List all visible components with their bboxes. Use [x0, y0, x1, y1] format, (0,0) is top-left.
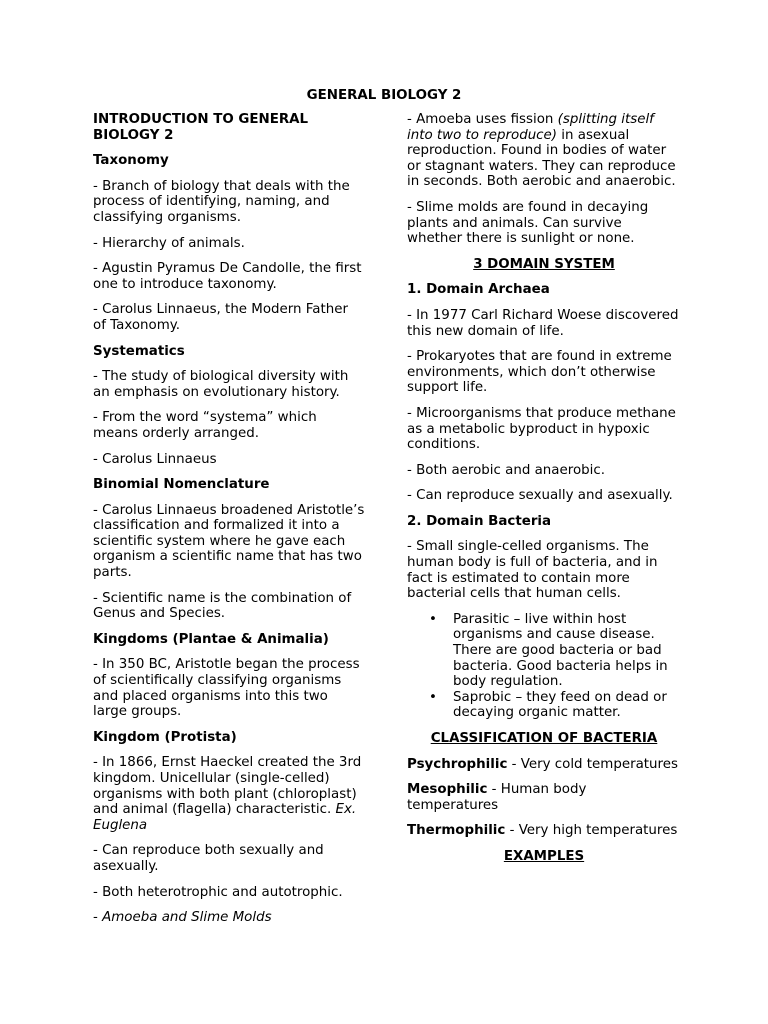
archaea-methane: - Microorganisms that produce methane as a metabolic byproduct in hypoxic conditions. — [407, 405, 676, 453]
class-term: Mesophilic — [407, 782, 488, 798]
protista-nutrition: - Both heterotrophic and autotrophic. — [93, 884, 343, 900]
systematics-heading: Systematics — [93, 343, 185, 359]
taxonomy-heading: Taxonomy — [93, 153, 169, 169]
protista-examples — [93, 910, 365, 926]
bacteria-description: - Small single-celled organisms. The human body is full of bacteria, and in fact is estimated to contain more bacterial cells that human cells. — [407, 539, 658, 602]
systematics-linnaeus: - Carolus Linnaeus — [93, 451, 217, 467]
classification-heading: CLASSIFICATION OF BACTERIA — [430, 731, 658, 746]
amoeba-text-a: - Amoeba uses fission — [407, 112, 558, 127]
bullet-text-parasitic: Parasitic – live within host organisms and cause disease. There are good bacteria or bad bacteria. Good bacteria helps in body regulation. — [453, 611, 668, 690]
amoeba-paragraph — [407, 112, 681, 190]
amoeba-text-b: in asexual reproduction. Found in bodies of water or stagnant waters. They can reproduce in seconds. Both aerobic and anaerobic. — [407, 127, 676, 190]
taxonomy-candolle: - Agustin Pyramus De Candolle, the first one to introduce taxonomy. — [93, 261, 362, 292]
list-item — [407, 690, 681, 721]
archaea-woese: - In 1977 Carl Richard Woese discovered this new domain of life. — [407, 307, 679, 339]
systematics-definition: - The study of biological diversity with an emphasis on evolutionary history. — [93, 369, 349, 400]
examples-heading: EXAMPLES — [503, 848, 585, 864]
class-psychrophilic — [407, 757, 681, 773]
kingdoms-heading: Kingdoms (Plantae & Animalia) — [93, 631, 329, 647]
bullet-text-saprobic: Saprobic – they feed on dead or decaying organic matter. — [453, 689, 667, 721]
systematics-etymology: - From the word “systema” which means orderly arranged. — [93, 410, 317, 441]
class-mesophilic — [407, 782, 681, 813]
binomial-linnaeus: - Carolus Linnaeus broadened Aristotle’s classification and formalized it into a scientific system where he gave each organism a scientific name that has two parts. — [93, 502, 365, 581]
slime-molds-paragraph: - Slime molds are found in decaying plants and animals. Can survive whether there is sunlight or none. — [407, 199, 649, 247]
archaea-reproduction: - Can reproduce sexually and asexually. — [407, 488, 673, 504]
bacteria-bullet-list — [407, 612, 681, 721]
list-item — [407, 612, 681, 690]
protista-haeckel — [93, 755, 365, 833]
class-desc: - Very cold temperatures — [507, 756, 678, 772]
amoeba-italic: (splitting itself into two to reproduce) — [407, 112, 654, 143]
document-title: GENERAL BIOLOGY 2 — [306, 88, 462, 103]
binomial-scientific-name: - Scientific name is the combination of Genus and Species. — [93, 590, 352, 622]
protista-reproduction: - Can reproduce both sexually and asexually. — [93, 843, 324, 874]
archaea-aerobic: - Both aerobic and anaerobic. — [407, 462, 605, 478]
protista-example: Ex. Euglena — [93, 802, 357, 833]
archaea-heading: 1. Domain Archaea — [407, 282, 550, 298]
domain-system-heading: 3 DOMAIN SYSTEM — [473, 256, 615, 272]
taxonomy-definition: - Branch of biology that deals with the process of identifying, naming, and classifying organisms. — [93, 178, 350, 225]
taxonomy-hierarchy: - Hierarchy of animals. — [93, 235, 245, 251]
protista-heading: Kingdom (Protista) — [93, 729, 237, 745]
bacteria-heading: 2. Domain Bacteria — [407, 513, 552, 529]
left-column — [93, 112, 365, 936]
taxonomy-linnaeus: - Carolus Linnaeus, the Modern Father of Taxonomy. — [93, 302, 348, 333]
bullet-icon: • — [429, 689, 437, 705]
protista-examples-text: Amoeba and Slime Molds — [102, 910, 272, 926]
class-thermophilic — [407, 823, 681, 839]
bullet-icon: • — [429, 611, 437, 627]
archaea-prokaryotes: - Prokaryotes that are found in extreme environments, which don’t otherwise support life. — [407, 349, 672, 396]
kingdoms-aristotle: - In 350 BC, Aristotle began the process of scientifically classifying organisms and placed organisms into this two large groups. — [93, 657, 360, 720]
right-column — [407, 112, 681, 875]
class-desc: - Very high temperatures — [505, 823, 678, 839]
protista-examples-dash: - — [93, 910, 103, 926]
class-term: Psychrophilic — [407, 756, 508, 772]
binomial-heading: Binomial Nomenclature — [93, 477, 270, 493]
protista-haeckel-text: - In 1866, Ernst Haeckel created the 3rd kingdom. Unicellular (single-celled) organisms with both plant (chloroplast) and animal (flagella) characteristic. — [93, 755, 362, 818]
intro-heading: INTRODUCTION TO GENERAL BIOLOGY 2 — [93, 112, 309, 143]
class-desc: - Human body temperatures — [407, 782, 587, 813]
class-term: Thermophilic — [407, 823, 506, 839]
